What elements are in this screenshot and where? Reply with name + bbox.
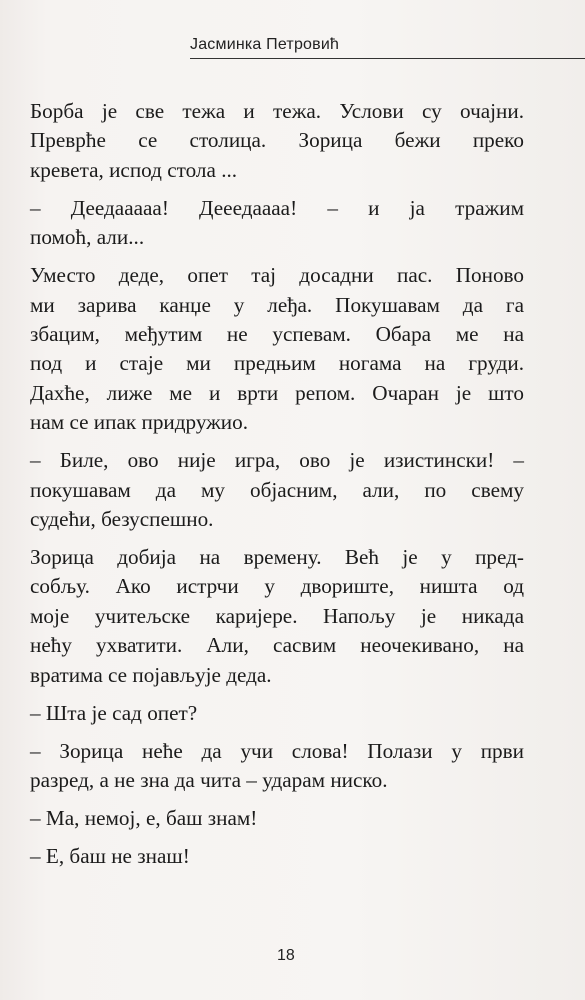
text-line: – Деедааааа! Дееедаааа! – и ја тражим <box>30 195 524 220</box>
text-line: Борба је све тежа и тежа. Услови су очајни. <box>30 99 524 123</box>
paragraph <box>30 699 524 728</box>
paragraph <box>30 194 524 253</box>
paragraph <box>30 446 524 534</box>
text-line: моје учитељске каријере. Напољу је никада <box>30 603 524 628</box>
text-line: ми зарива канџе у леђа. Покушавам да га <box>30 292 524 317</box>
text-line: нам се ипак придружио. <box>30 410 249 435</box>
text-line: помоћ, али... <box>30 225 145 250</box>
paragraph <box>30 543 524 690</box>
paragraph <box>30 97 524 185</box>
text-line: судећи, безуспешно. <box>30 507 214 532</box>
text-line: собљу. Ако истрчи у двориште, ништа од <box>30 574 524 599</box>
page-number: 18 <box>277 947 295 964</box>
paragraph <box>30 737 524 796</box>
text-line: збацим, међутим не успевам. Обара ме на <box>30 322 524 347</box>
text-line: – Шта је сад опет? <box>30 700 198 725</box>
text-line: Зорица добија на времену. Већ је у пред- <box>30 545 524 570</box>
text-line: разред, а не зна да чита – ударам ниско. <box>30 768 388 793</box>
text-line: – Е, баш не знаш! <box>30 844 190 869</box>
text-line: покушавам да му објасним, али, по свему <box>30 477 524 502</box>
text-line: – Биле, ово није игра, ово је изистински! – <box>30 448 524 473</box>
text-line: Преврће се столица. Зорица бежи преко <box>30 128 524 153</box>
running-header <box>190 36 585 59</box>
body-text <box>30 97 524 880</box>
paragraph <box>30 804 524 833</box>
text-line: кревета, испод стола ... <box>30 157 238 182</box>
text-line: – Зорица неће да учи слова! Полази у први <box>30 738 524 763</box>
paragraph <box>30 842 524 871</box>
text-line: нећу ухватити. Али, сасвим неочекивано, на <box>30 633 524 658</box>
text-line: – Ма, немој, е, баш знам! <box>30 806 258 831</box>
text-line: Дахће, лиже ме и врти репом. Очаран је што <box>30 380 524 405</box>
text-line: под и стаје ми предњим ногама на груди. <box>30 351 524 376</box>
paragraph <box>30 261 524 437</box>
text-line: Уместо деде, опет тај досадни пас. Поново <box>30 263 524 288</box>
header-author: Јасминка Петровић <box>190 36 340 53</box>
text-line: вратима се појављује деда. <box>30 662 272 687</box>
